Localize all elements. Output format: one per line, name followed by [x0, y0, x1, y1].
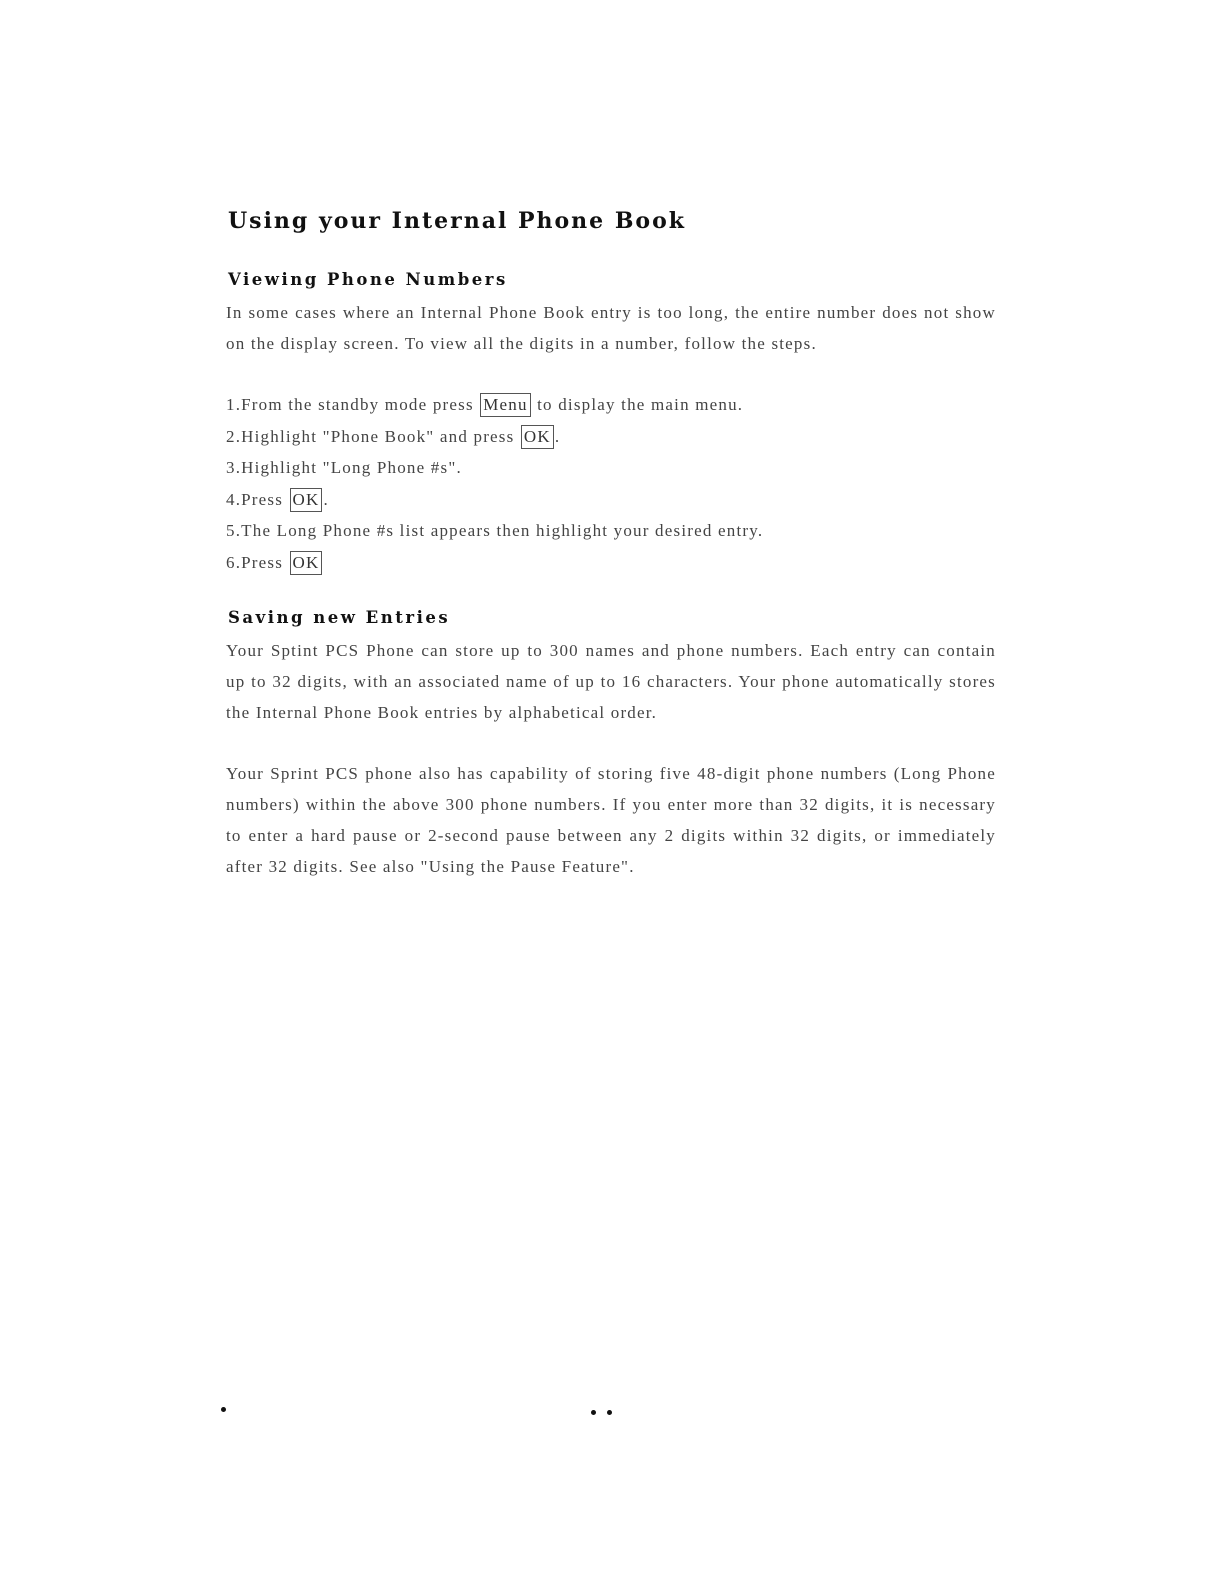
viewing-intro-paragraph: In some cases where an Internal Phone Book entry is too long, the entire number does not show on the display screen. To view all the digits in a number, follow the steps. [226, 303, 996, 353]
section-heading-viewing: Viewing Phone Numbers [228, 270, 508, 289]
step-text: Highlight "Long Phone #s". [241, 458, 462, 477]
step-text-after: . [323, 489, 329, 509]
step-item [226, 421, 996, 453]
steps-list [226, 389, 996, 578]
step-item [226, 515, 996, 547]
document-page [226, 196, 996, 882]
step-text: From the standby mode press [241, 395, 480, 414]
step-number: 5. [226, 521, 242, 540]
step-text-after: . [554, 426, 561, 446]
ok-key-label: OK [290, 488, 323, 512]
step-item [226, 452, 996, 484]
step-number: 3. [226, 458, 242, 477]
step-number: 4. [226, 489, 242, 509]
step-text: The Long Phone #s list appears then highlight your desired entry. [241, 521, 764, 540]
step-number: 6. [226, 552, 242, 572]
step-item [226, 547, 996, 579]
step-item [226, 484, 996, 516]
step-item [226, 389, 996, 421]
saving-paragraph-2: Your Sprint PCS phone also has capability of storing five 48-digit phone numbers (Long Phone numbers) within the above 300 phone numbers. If you enter more than 32 digits, it is necessary to enter a hard pause or 2-second pause between any 2 digits within 32 digits, or immediately after 32 digits. See also "Using the Pause Feature". [226, 764, 996, 876]
scan-speck-dot [591, 1410, 596, 1415]
step-text: Press [241, 489, 289, 509]
ok-key-label: OK [521, 425, 554, 449]
step-number: 2. [226, 426, 242, 446]
section-heading-saving: Saving new Entries [228, 608, 451, 627]
scan-speck-dot [607, 1410, 612, 1415]
step-text: Press [241, 552, 289, 572]
step-text-after: to display the main menu. [531, 395, 744, 414]
saving-paragraph-1: Your Sptint PCS Phone can store up to 300 names and phone numbers. Each entry can contain up to 32 digits, with an associated name of up to 16 characters. Your phone automatically stores the Internal Phone Book entries by alphabetical order. [226, 641, 996, 722]
ok-key-label: OK [290, 551, 323, 575]
scan-speck-dot [221, 1407, 226, 1412]
page-title: Using your Internal Phone Book [228, 208, 687, 234]
menu-key-label: Menu [480, 393, 530, 417]
step-text: Highlight "Phone Book" and press [241, 426, 520, 446]
step-number: 1. [226, 395, 242, 414]
